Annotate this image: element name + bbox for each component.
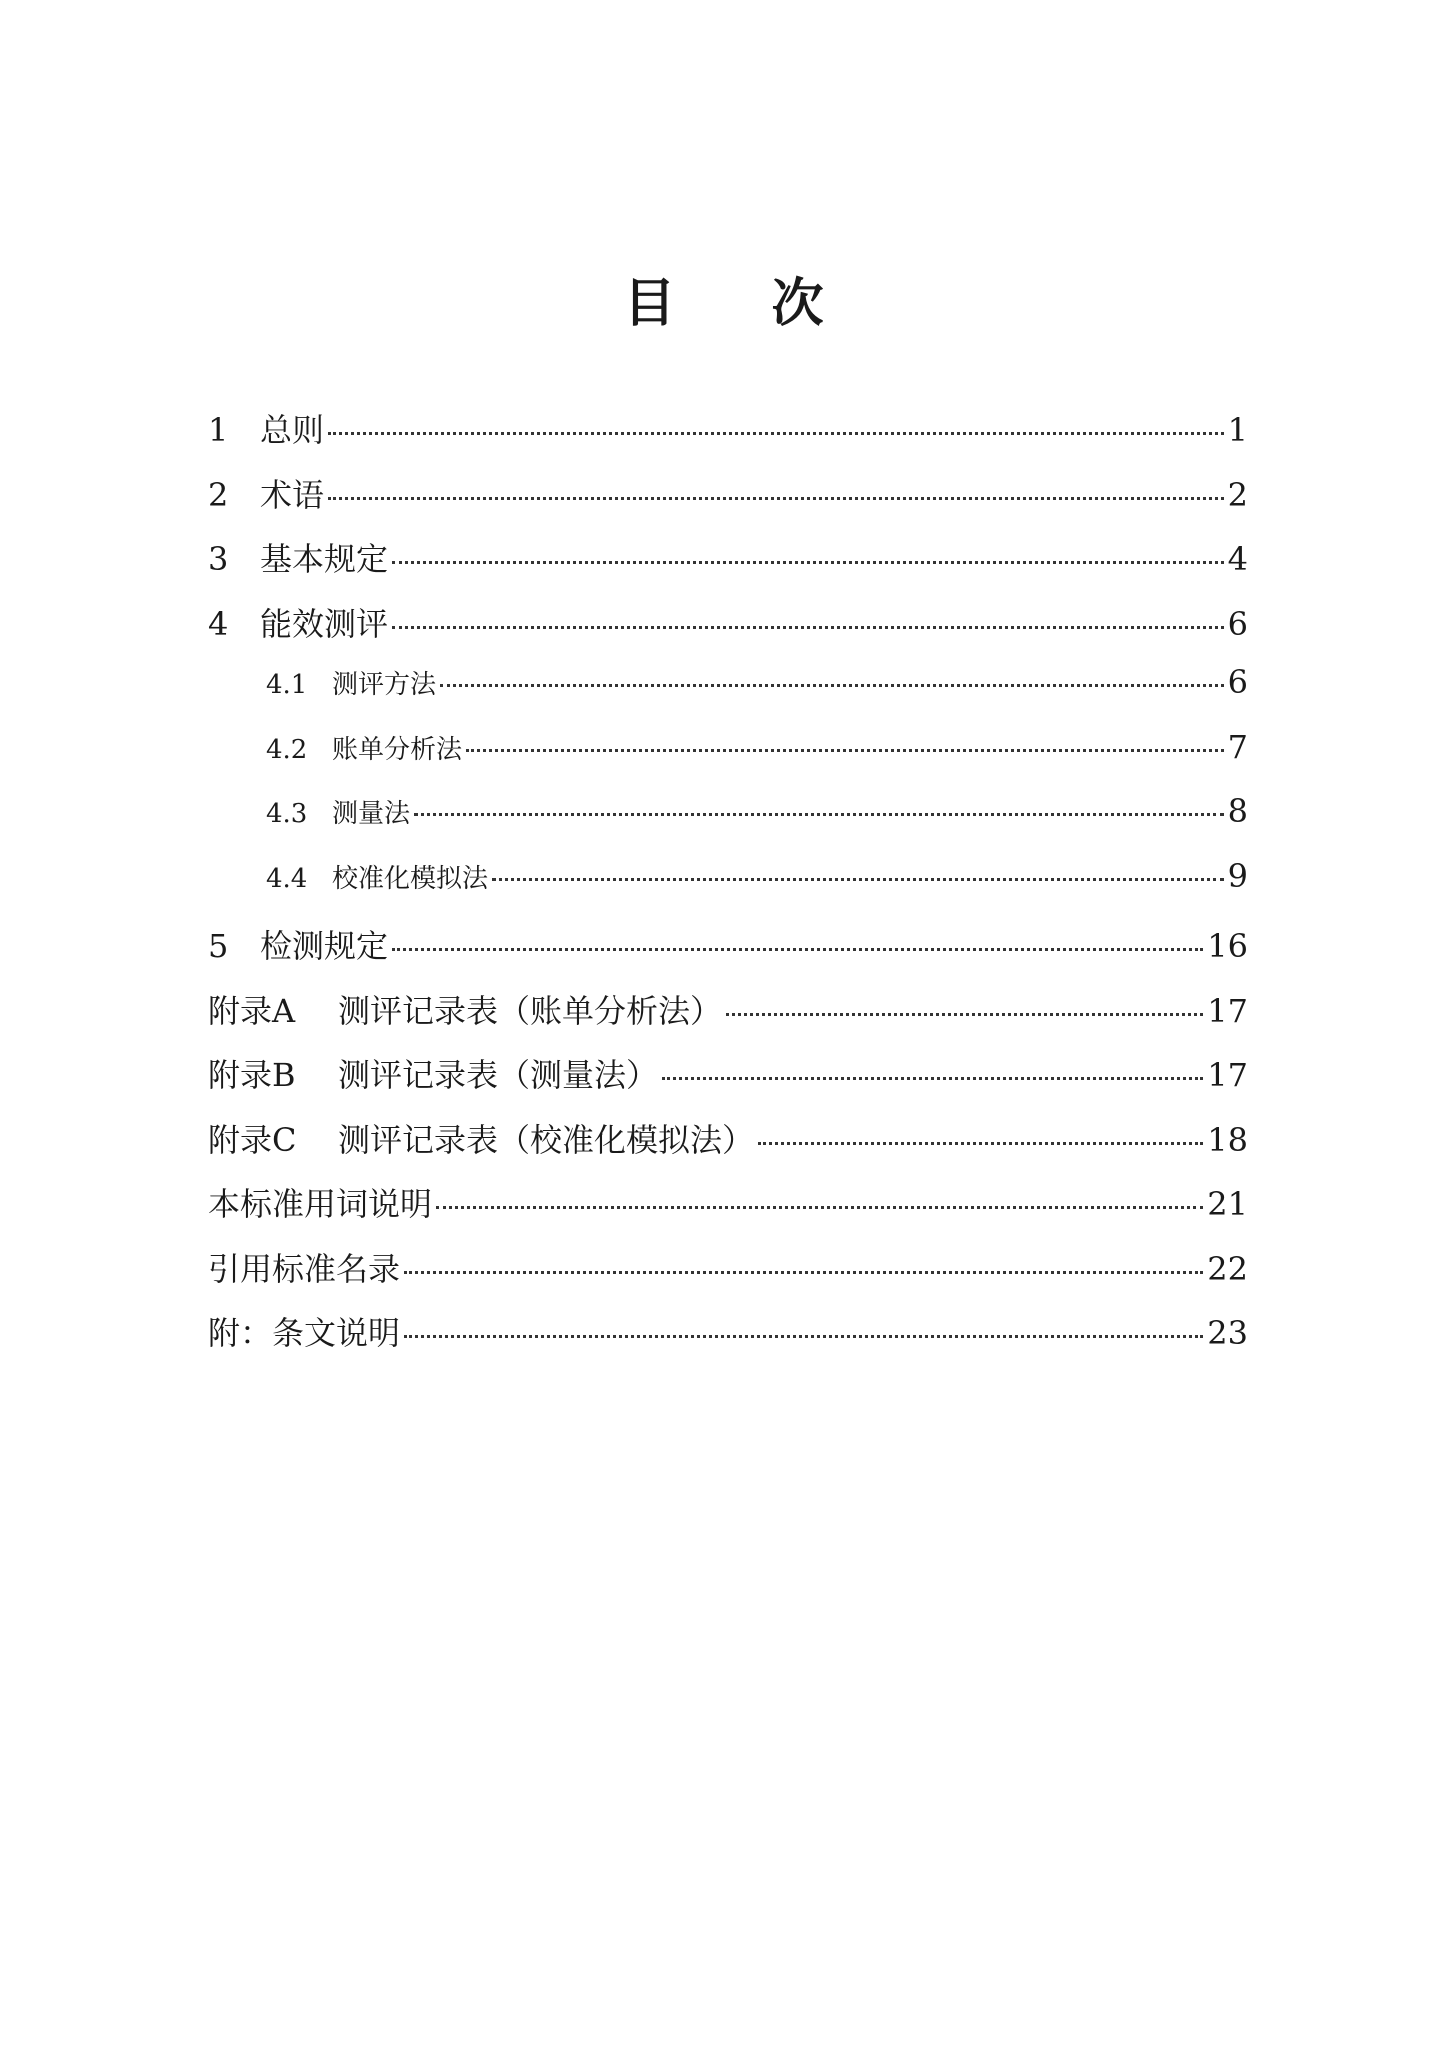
toc-entry-measurement[interactable]: [208, 792, 1248, 857]
toc-entry-number: 1: [208, 411, 229, 449]
toc-entry-label: 引用标准名录: [208, 1249, 401, 1288]
toc-entry-page: 17: [1207, 1056, 1248, 1094]
toc-entry-number: 4: [208, 604, 229, 643]
toc-entry-appendix-a[interactable]: [208, 986, 1248, 1051]
toc-entry-clause-explanation[interactable]: [208, 1308, 1248, 1373]
toc-entry-label: 测评方法: [332, 670, 437, 700]
toc-entry-label: 测评记录表（账单分析法）: [338, 991, 723, 1030]
toc-entry-page: 2: [1227, 475, 1248, 514]
toc-entry-number: 5: [208, 927, 229, 965]
dot-leader: [466, 749, 1224, 752]
toc-entry-page: 9: [1227, 856, 1248, 895]
toc-entry-number: 4.4: [266, 863, 308, 894]
toc-entry-page: 18: [1207, 1120, 1248, 1159]
toc-entry-number: 附录A: [208, 991, 296, 1030]
toc-entry-number: 4.1: [266, 670, 308, 700]
toc-entry-page: 8: [1227, 792, 1248, 830]
toc-entry-label: 附：条文说明: [208, 1314, 401, 1352]
toc-entry-label: 校准化模拟法: [332, 863, 489, 894]
toc-entry-number: 4.2: [266, 734, 308, 765]
toc-entry-basic-provisions[interactable]: [208, 534, 1248, 599]
toc-entry-label: 本标准用词说明: [208, 1185, 433, 1223]
toc-entry-number: 附录C: [208, 1120, 297, 1159]
toc-entry-energy-evaluation[interactable]: [208, 599, 1248, 664]
dot-leader: [392, 948, 1203, 951]
toc-entry-terms[interactable]: [208, 470, 1248, 535]
dot-leader: [404, 1271, 1203, 1274]
toc-entry-label: 测量法: [332, 799, 411, 829]
toc-entry-calibrated-simulation[interactable]: [208, 857, 1248, 922]
toc-entry-testing-provisions[interactable]: [208, 921, 1248, 986]
toc-entry-label: 测评记录表（校准化模拟法）: [338, 1120, 755, 1159]
page-title: [0, 274, 1447, 334]
dot-leader: [758, 1142, 1203, 1145]
toc-entry-label: 总则: [260, 411, 325, 449]
dot-leader: [392, 561, 1224, 564]
toc-entry-wording-explanation[interactable]: [208, 1179, 1248, 1244]
toc-entry-label: 术语: [260, 475, 325, 514]
dot-leader: [436, 1206, 1203, 1209]
toc-entry-referenced-standards[interactable]: [208, 1244, 1248, 1309]
toc-entry-page: 17: [1207, 991, 1248, 1030]
table-of-contents: [208, 405, 1248, 1373]
dot-leader: [726, 1013, 1203, 1016]
title-char-1: 目: [623, 274, 676, 334]
toc-entry-page: 23: [1207, 1314, 1248, 1352]
toc-entry-evaluation-method[interactable]: [208, 663, 1248, 728]
toc-entry-label: 检测规定: [260, 927, 389, 965]
toc-entry-page: 6: [1227, 604, 1248, 643]
toc-entry-general[interactable]: [208, 405, 1248, 470]
dot-leader: [492, 878, 1224, 881]
dot-leader: [440, 684, 1224, 687]
toc-entry-page: 4: [1227, 540, 1248, 578]
dot-leader: [662, 1077, 1203, 1080]
toc-entry-number: 4.3: [266, 799, 308, 829]
dot-leader: [414, 813, 1224, 816]
dot-leader: [404, 1335, 1203, 1338]
toc-entry-number: 附录B: [208, 1056, 296, 1094]
toc-entry-appendix-b[interactable]: [208, 1050, 1248, 1115]
dot-leader: [328, 432, 1224, 435]
toc-entry-page: 22: [1207, 1249, 1248, 1288]
toc-entry-appendix-c[interactable]: [208, 1115, 1248, 1180]
toc-entry-page: 6: [1227, 663, 1248, 701]
title-char-2: 次: [771, 274, 824, 334]
toc-entry-label: 能效测评: [260, 604, 389, 643]
toc-entry-page: 16: [1207, 927, 1248, 965]
toc-entry-label: 基本规定: [260, 540, 389, 578]
toc-entry-number: 3: [208, 540, 229, 578]
toc-entry-label: 账单分析法: [332, 734, 463, 765]
toc-entry-bill-analysis[interactable]: [208, 728, 1248, 793]
toc-entry-page: 21: [1207, 1185, 1248, 1223]
toc-entry-number: 2: [208, 475, 229, 514]
toc-entry-page: 1: [1227, 411, 1248, 449]
dot-leader: [328, 497, 1224, 500]
toc-entry-page: 7: [1227, 727, 1248, 766]
toc-entry-label: 测评记录表（测量法）: [338, 1056, 659, 1094]
dot-leader: [392, 626, 1224, 629]
